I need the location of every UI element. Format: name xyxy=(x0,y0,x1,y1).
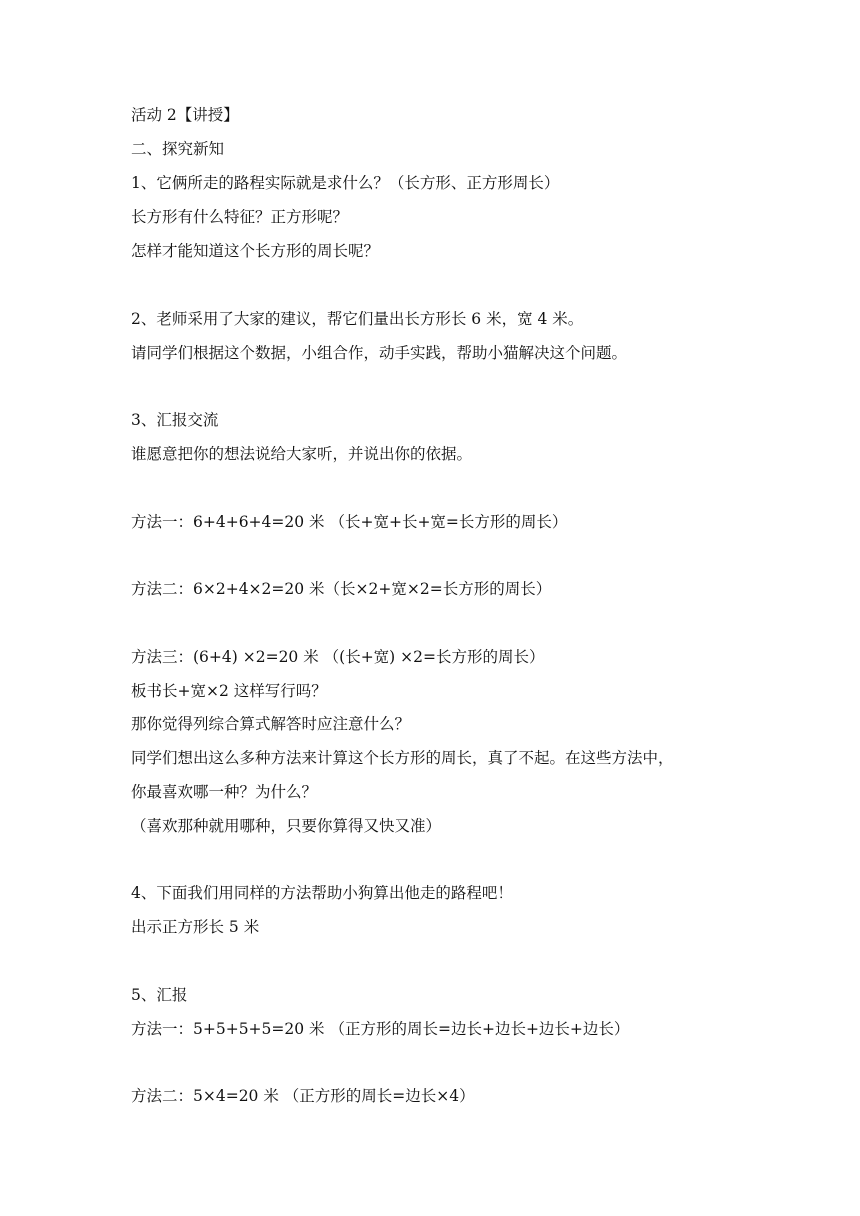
question-4: 4、下面我们用同样的方法帮助小狗算出他走的路程吧！ xyxy=(131,884,513,902)
praise-line-1: 同学们想出这么多种方法来计算这个长方形的周长，真了不起。在这些方法中， xyxy=(131,749,674,767)
question-2-followup: 请同学们根据这个数据，小组合作，动手实践，帮助小猫解决这个问题。 xyxy=(131,344,628,362)
question-2: 2、老师采用了大家的建议，帮它们量出长方形长 6 米，宽 4 米。 xyxy=(131,310,584,328)
board-question: 板书长+宽×2 这样写行吗？ xyxy=(131,682,327,700)
question-3: 3、汇报交流 xyxy=(131,411,219,429)
rectangle-method-1: 方法一：6+4+6+4=20 米 （长+宽+长+宽=长方形的周长） xyxy=(131,513,568,531)
attention-question: 那你觉得列综合算式解答时应注意什么？ xyxy=(131,715,411,733)
section-title: 二、探究新知 xyxy=(131,140,225,158)
question-1-followup-2: 怎样才能知道这个长方形的周长呢？ xyxy=(131,242,380,260)
question-1-followup-1: 长方形有什么特征？正方形呢？ xyxy=(131,208,349,226)
question-3-prompt: 谁愿意把你的想法说给大家听，并说出你的依据。 xyxy=(131,445,473,463)
question-1: 1、它俩所走的路程实际就是求什么？（长方形、正方形周长） xyxy=(131,174,560,192)
praise-note: （喜欢那种就用哪种，只要你算得又快又准） xyxy=(131,817,442,835)
square-method-1: 方法一：5+5+5+5=20 米 （正方形的周长=边长+边长+边长+边长） xyxy=(131,1020,630,1038)
rectangle-method-3: 方法三：(6+4) ×2=20 米 （(长+宽) ×2=长方形的周长） xyxy=(131,648,545,666)
praise-line-2: 你最喜欢哪一种？为什么？ xyxy=(131,783,318,801)
question-4-followup: 出示正方形长 5 米 xyxy=(131,918,260,936)
square-method-2: 方法二：5×4=20 米 （正方形的周长=边长×4） xyxy=(131,1087,475,1105)
rectangle-method-2: 方法二：6×2+4×2=20 米（长×2+宽×2=长方形的周长） xyxy=(131,580,552,598)
question-5: 5、汇报 xyxy=(131,986,188,1004)
activity-heading: 活动 2【讲授】 xyxy=(131,106,239,124)
